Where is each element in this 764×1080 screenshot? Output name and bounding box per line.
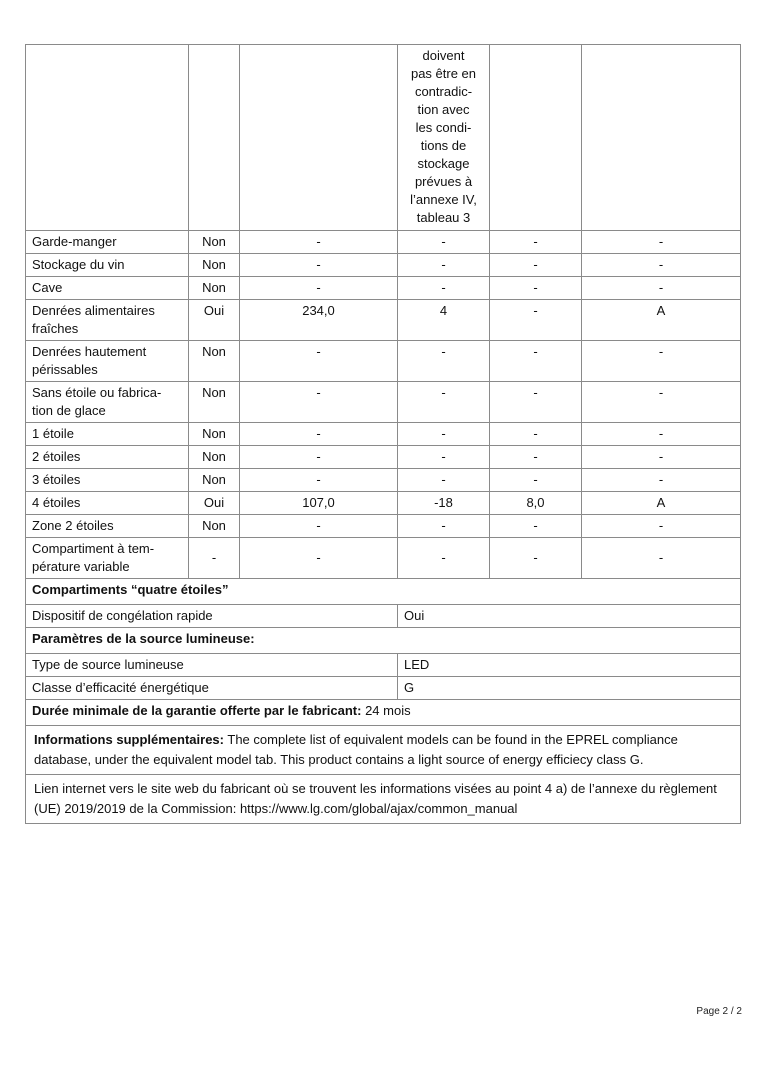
compartment-present: Oui <box>189 492 240 515</box>
compartment-freezing-capacity: - <box>490 341 582 382</box>
compartment-freezing-capacity: - <box>490 423 582 446</box>
manufacturer-link-url[interactable]: https://www.lg.com/global/ajax/common_manual <box>239 801 518 816</box>
light-type-label: Type de source lumineuse <box>26 654 398 677</box>
table-row <box>26 469 741 492</box>
compartment-name: Sans étoile ou fabrica-tion de glace <box>26 382 189 423</box>
compartment-freezing-capacity: - <box>490 446 582 469</box>
continuation-row <box>26 45 741 231</box>
compartment-volume: - <box>240 382 398 423</box>
compartment-present: Non <box>189 469 240 492</box>
compartment-name: Compartiment à tem-pérature variable <box>26 538 189 579</box>
compartment-temperature: - <box>398 423 490 446</box>
compartment-temperature: - <box>398 277 490 300</box>
compartment-climate-class: - <box>582 423 741 446</box>
table-row <box>26 446 741 469</box>
manufacturer-link-text: Lien internet vers le site web du fabricant où se trouvent les informations visées au point 4 a) de l’annexe du règlement (UE) 2019/2019 de la Commission: <box>34 781 717 816</box>
compartment-climate-class: - <box>582 254 741 277</box>
warranty-cell <box>26 700 741 726</box>
warranty-label: Durée minimale de la garantie offerte par le fabricant: <box>32 703 362 718</box>
compartment-climate-class: - <box>582 231 741 254</box>
rapid-freeze-value: Oui <box>398 605 741 628</box>
rapid-freeze-label: Dispositif de congélation rapide <box>26 605 398 628</box>
rapid-freeze-row <box>26 605 741 628</box>
compartment-name: Cave <box>26 277 189 300</box>
compartment-freezing-capacity: - <box>490 300 582 341</box>
compartment-volume: 107,0 <box>240 492 398 515</box>
compartment-present: Oui <box>189 300 240 341</box>
light-class-label: Classe d’efficacité énergétique <box>26 677 398 700</box>
compartment-volume: - <box>240 469 398 492</box>
compartment-volume: - <box>240 515 398 538</box>
compartment-volume: - <box>240 446 398 469</box>
compartment-temperature: - <box>398 341 490 382</box>
compartment-present: Non <box>189 446 240 469</box>
table-row <box>26 382 741 423</box>
four-star-heading-row <box>26 579 741 605</box>
compartment-volume: - <box>240 423 398 446</box>
compartment-table <box>25 44 741 579</box>
compartment-present: Non <box>189 382 240 423</box>
light-type-row <box>26 654 741 677</box>
compartment-freezing-capacity: - <box>490 515 582 538</box>
compartment-temperature: - <box>398 254 490 277</box>
compartment-temperature: - <box>398 469 490 492</box>
compartment-name: 4 étoiles <box>26 492 189 515</box>
manufacturer-link-cell <box>26 775 741 824</box>
table-row <box>26 515 741 538</box>
compartment-volume: 234,0 <box>240 300 398 341</box>
warranty-row <box>26 700 741 726</box>
continuation-cell-text: doivent pas être en contradic- tion avec les condi- tions de stockage prévues à l’annexe IV, tableau 3 <box>398 45 490 231</box>
compartment-freezing-capacity: - <box>490 254 582 277</box>
compartment-name: 1 étoile <box>26 423 189 446</box>
table-row <box>26 492 741 515</box>
compartment-present: Non <box>189 277 240 300</box>
additional-info-label: Informations supplémentaires: <box>34 732 224 747</box>
light-type-value: LED <box>398 654 741 677</box>
compartment-volume: - <box>240 341 398 382</box>
compartment-name: Zone 2 étoiles <box>26 515 189 538</box>
table-row <box>26 254 741 277</box>
compartment-climate-class: - <box>582 382 741 423</box>
compartment-name: 2 étoiles <box>26 446 189 469</box>
table-row <box>26 277 741 300</box>
manufacturer-link-row <box>26 775 741 824</box>
compartment-temperature: 4 <box>398 300 490 341</box>
additional-info-cell <box>26 726 741 775</box>
table-row <box>26 538 741 579</box>
compartment-climate-class: - <box>582 538 741 579</box>
four-star-table <box>25 578 741 824</box>
compartment-volume: - <box>240 277 398 300</box>
compartment-present: Non <box>189 515 240 538</box>
page-number: Page 2 / 2 <box>696 1006 742 1017</box>
compartment-volume: - <box>240 231 398 254</box>
continuation-cell-empty <box>490 45 582 231</box>
continuation-cell-empty <box>240 45 398 231</box>
compartment-freezing-capacity: - <box>490 231 582 254</box>
compartment-present: Non <box>189 231 240 254</box>
continuation-cell-empty <box>582 45 741 231</box>
compartment-name: Denrées alimentaires fraîches <box>26 300 189 341</box>
compartment-freezing-capacity: - <box>490 277 582 300</box>
compartment-name: 3 étoiles <box>26 469 189 492</box>
compartment-climate-class: - <box>582 341 741 382</box>
compartment-climate-class: - <box>582 446 741 469</box>
compartment-temperature: -18 <box>398 492 490 515</box>
compartment-freezing-capacity: - <box>490 469 582 492</box>
compartment-freezing-capacity: 8,0 <box>490 492 582 515</box>
compartment-present: Non <box>189 423 240 446</box>
light-source-heading: Paramètres de la source lumineuse: <box>26 628 741 654</box>
compartment-climate-class: - <box>582 277 741 300</box>
compartment-name: Stockage du vin <box>26 254 189 277</box>
continuation-cell-empty <box>189 45 240 231</box>
specification-table-frame <box>25 44 740 824</box>
light-class-row <box>26 677 741 700</box>
compartment-present: - <box>189 538 240 579</box>
table-row <box>26 423 741 446</box>
compartment-temperature: - <box>398 231 490 254</box>
compartment-climate-class: - <box>582 469 741 492</box>
compartment-name: Garde-manger <box>26 231 189 254</box>
compartment-freezing-capacity: - <box>490 538 582 579</box>
compartment-freezing-capacity: - <box>490 382 582 423</box>
compartment-volume: - <box>240 254 398 277</box>
compartment-present: Non <box>189 254 240 277</box>
additional-info-row <box>26 726 741 775</box>
table-row <box>26 341 741 382</box>
continuation-cell-empty <box>26 45 189 231</box>
compartment-volume: - <box>240 538 398 579</box>
table-row <box>26 231 741 254</box>
compartment-temperature: - <box>398 515 490 538</box>
additional-info-text: The complete list of equivalent models can be found in the EPREL compliance database, under the equivalent model tab. This product contains a light source of energy efficiecy class G. <box>34 732 678 767</box>
table-row <box>26 300 741 341</box>
compartment-name: Denrées hautement périssables <box>26 341 189 382</box>
warranty-value: 24 mois <box>365 703 411 718</box>
light-heading-row <box>26 628 741 654</box>
compartment-temperature: - <box>398 382 490 423</box>
light-class-value: G <box>398 677 741 700</box>
compartment-climate-class: A <box>582 492 741 515</box>
compartment-temperature: - <box>398 538 490 579</box>
compartment-climate-class: A <box>582 300 741 341</box>
compartment-climate-class: - <box>582 515 741 538</box>
compartment-temperature: - <box>398 446 490 469</box>
four-star-heading: Compartiments “quatre étoiles” <box>26 579 741 605</box>
compartment-present: Non <box>189 341 240 382</box>
